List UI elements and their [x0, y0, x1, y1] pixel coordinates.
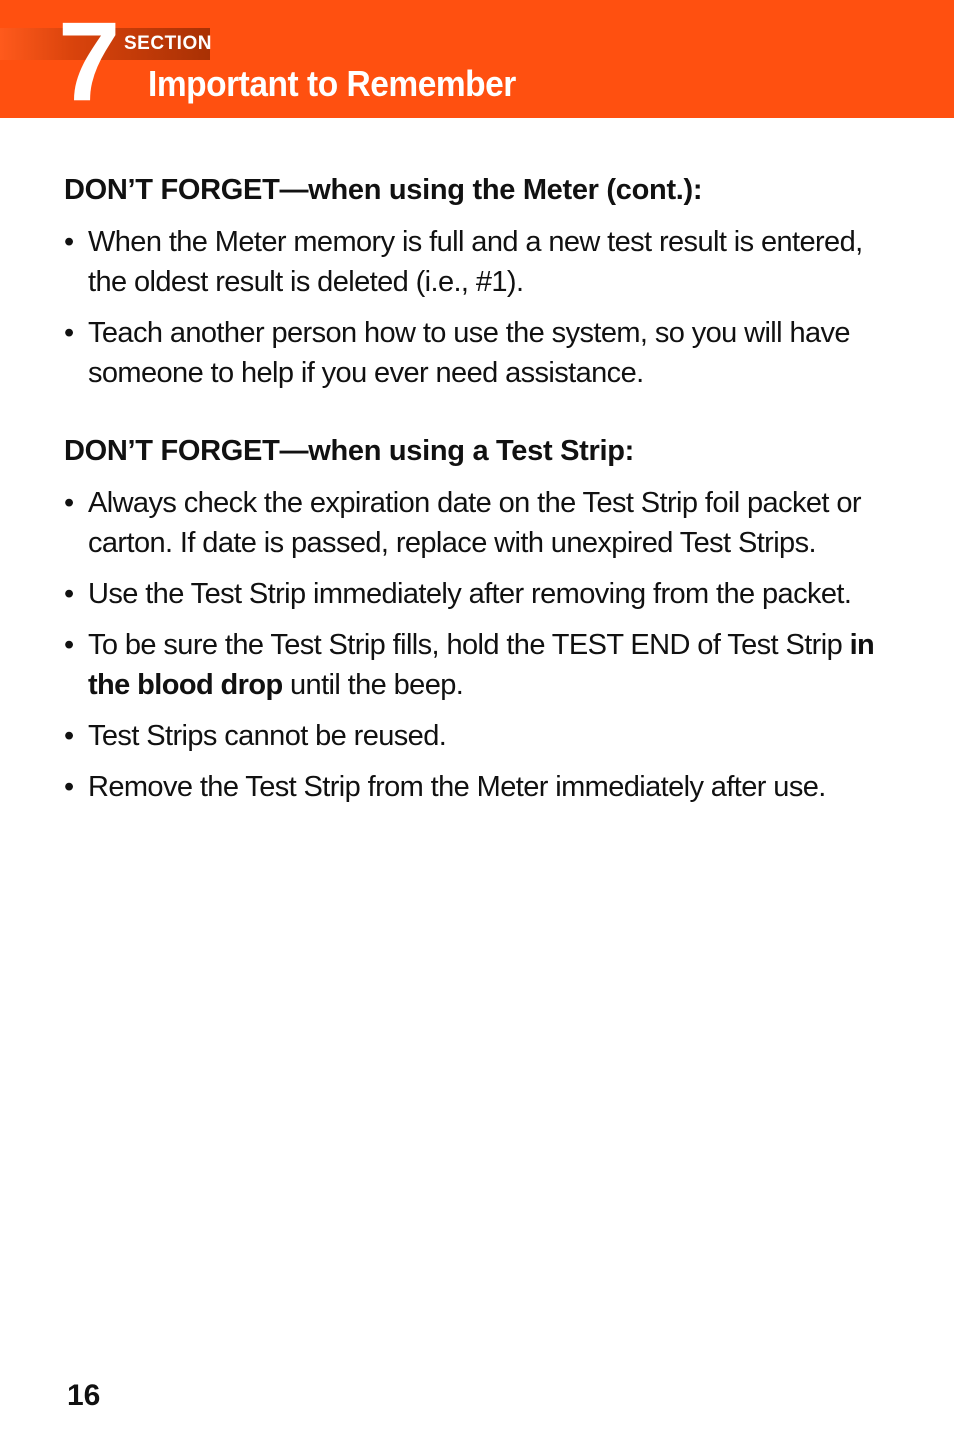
list-item: [64, 716, 904, 756]
bullet-list-test-strip: [64, 483, 904, 807]
list-item-text: Always check the expiration date on the Test Strip foil packet or carton. If date is passed, replace with unexpired Test Strips.: [88, 487, 861, 559]
list-item-text: Remove the Test Strip from the Meter immediately after use.: [88, 771, 826, 803]
list-item: [64, 767, 904, 807]
list-item-emphasis: in the blood drop: [88, 629, 875, 701]
section-number: 7: [58, 0, 119, 118]
main-content: [64, 170, 904, 818]
list-item-text: Test Strips cannot be reused.: [88, 720, 447, 752]
bullet-icon: •: [64, 629, 74, 661]
list-item-text: To be sure the Test Strip fills, hold the TEST END of Test Strip: [88, 629, 850, 661]
list-item: [64, 625, 904, 705]
section-heading-test-strip: DON’T FORGET—when using a Test Strip:: [64, 435, 634, 467]
section-label: SECTION: [124, 33, 212, 54]
list-item-text-end: until the beep.: [282, 669, 464, 701]
bullet-icon: •: [64, 226, 74, 258]
list-item: [64, 222, 904, 302]
page-number: 16: [67, 1379, 101, 1412]
list-item: [64, 313, 904, 393]
bullet-list-meter: [64, 222, 904, 393]
list-item-text: Teach another person how to use the system, so you will have someone to help if you ever need assistance.: [88, 317, 850, 389]
section-heading-meter: DON’T FORGET—when using the Meter (cont.):: [64, 174, 703, 206]
list-item: [64, 574, 904, 614]
bullet-icon: •: [64, 578, 74, 610]
section-header: [0, 0, 954, 118]
bullet-icon: •: [64, 720, 74, 752]
list-item-text: When the Meter memory is full and a new test result is entered, the oldest result is deleted (i.e., #1).: [88, 226, 863, 298]
bullet-icon: •: [64, 317, 74, 349]
page-title: Important to Remember: [148, 63, 516, 104]
list-item-text: Use the Test Strip immediately after removing from the packet.: [88, 578, 852, 610]
bullet-icon: •: [64, 487, 74, 519]
list-item: [64, 483, 904, 563]
bullet-icon: •: [64, 771, 74, 803]
